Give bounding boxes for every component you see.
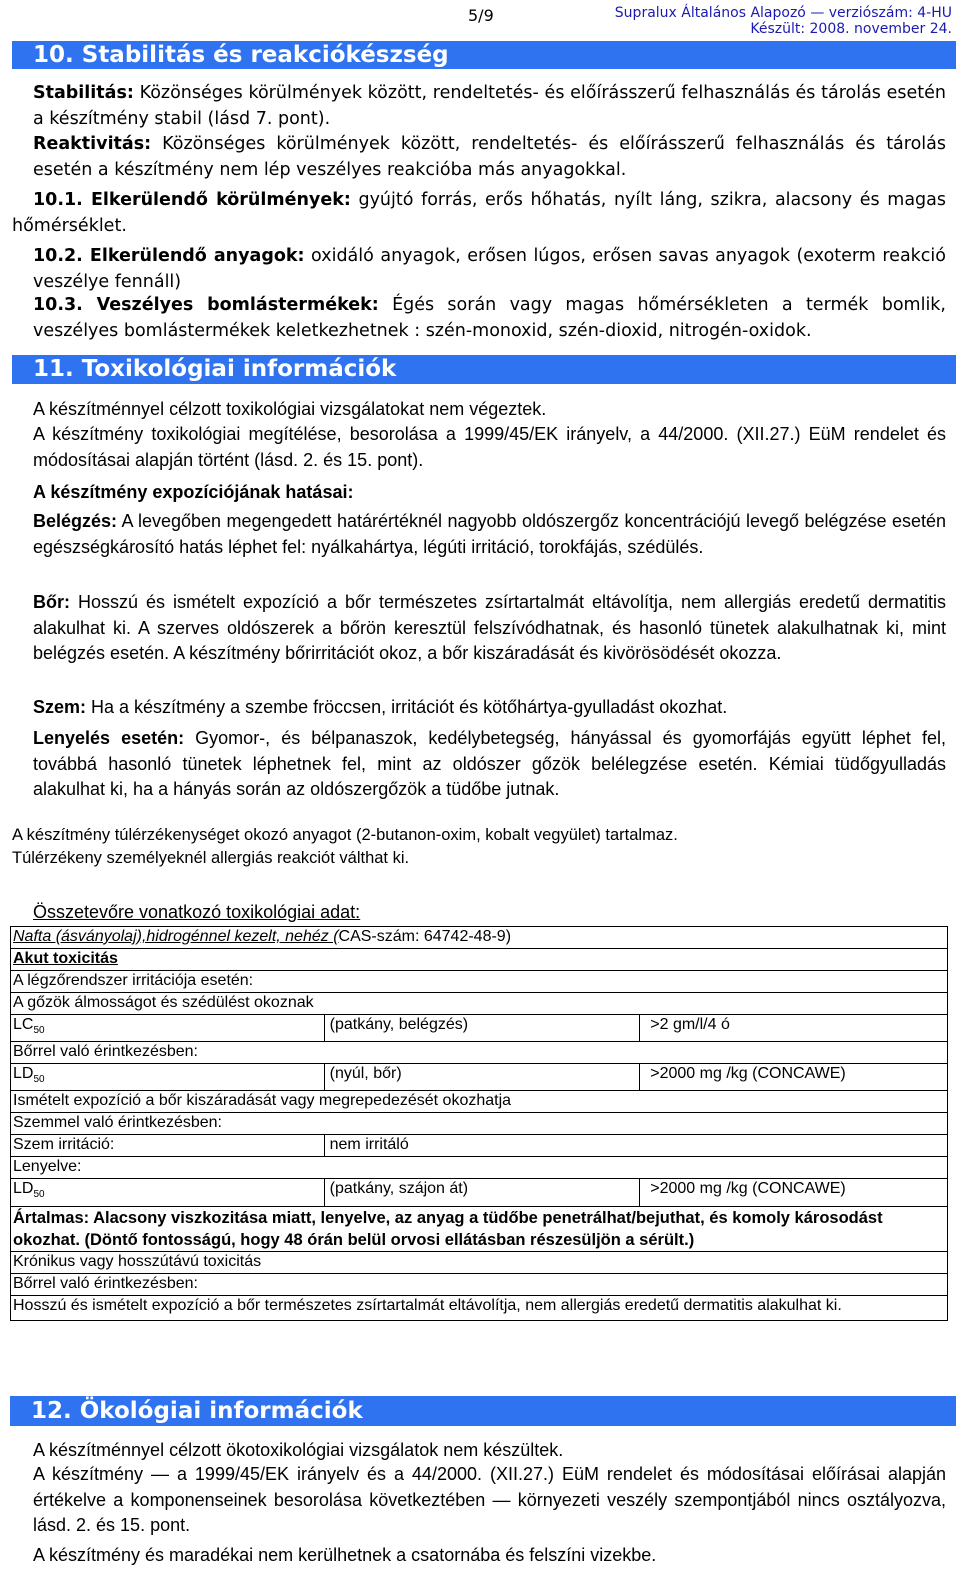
table-row — [11, 1251, 948, 1273]
section-10-title — [12, 41, 956, 69]
materials-text: oxidáló anyagok, erősen lúgos, erősen savas anyagok (exoterm reakció veszélye fennáll) — [33, 246, 946, 292]
lc50-label: LC — [13, 1016, 34, 1033]
materials-label: 10.2. Elkerülendő anyagok: — [33, 246, 305, 266]
conditions-to-avoid — [12, 188, 946, 239]
table-cell: Ártalmas: Alacsony viszkozitása miatt, lenyelve, az anyag a tüdőbe penetrálhat/bejuthat, és komoly károsodást okozhat. (Döntő fontosságú, hogy 48 órán belül orvosi ellátásban részesüljön a sérült.) — [11, 1206, 948, 1251]
ingestion-label: Lenyelés esetén: — [33, 728, 185, 748]
table-row — [11, 1113, 948, 1135]
conditions-label: 10.1. Elkerülendő körülmények: — [33, 190, 351, 210]
subscript: 50 — [33, 1074, 45, 1086]
product-version: Supralux Általános Alapozó — verziószám: 4-HU — [614, 5, 952, 21]
component-tox-table — [10, 926, 948, 1321]
skin-label: Bőr: — [33, 592, 70, 612]
stability-paragraph — [33, 81, 946, 132]
table-cell — [11, 1064, 325, 1091]
table-cell: A légzőrendszer irritációja esetén: — [11, 971, 948, 993]
table-row — [11, 949, 948, 971]
table-cell: (patkány, szájon át) — [324, 1179, 640, 1206]
table-cell — [11, 1179, 325, 1206]
section-10-title-text: 10. Stabilitás és reakciókészség — [33, 42, 449, 68]
table-cell — [11, 1015, 325, 1042]
table-cell: nem irritáló — [324, 1135, 947, 1157]
subscript: 50 — [33, 1189, 45, 1201]
document-date: Készült: 2008. november 24. — [750, 21, 952, 37]
exposure-heading-text: A készítmény expozíciójának hatásai: — [33, 482, 354, 502]
table-row — [11, 1295, 948, 1320]
component-tox-heading: Összetevőre vonatkozó toxikológiai adat: — [33, 902, 361, 922]
eye-text: Ha a készítmény a szembe fröccsen, irritációt és kötőhártya-gyulladást okozhat. — [86, 697, 728, 717]
sensitization-line-1: A készítmény túlérzékenységet okozó anyagot (2-butanon-oxim, kobalt vegyület) tartalmaz. — [12, 826, 678, 844]
table-cell: Szem irritáció: — [11, 1135, 325, 1157]
table-row — [11, 1179, 948, 1206]
sensitization-note — [12, 824, 678, 870]
skin-text: Hosszú és ismételt expozíció a bőr természetes zsírtartalmát eltávolítja, nem allergiás eredetű dermatitis alakulhat ki. A szerves oldószerek a bőrön keresztül felszívódhatnak, és hasonló tünetek alakulhatnak ki, mint belégzés esetén. A készítmény bőrirritációt okoz, a bőr kiszáradását és kivörösödését okozza. — [33, 592, 946, 663]
table-cell: (patkány, belégzés) — [324, 1015, 640, 1042]
reactivity-label: Reaktivitás: — [33, 134, 152, 154]
inhalation-text: A levegőben megengedett határértéknél nagyobb oldószergőz koncentrációjú levegő belégzése esetén egészségkárosító hatás léphet fel: nyálkahártya, légúti irritáció, torokfájás, szédülés. — [33, 511, 946, 557]
table-row — [11, 1157, 948, 1179]
acute-tox-label: Akut toxicitás — [13, 950, 118, 967]
subscript: 50 — [33, 1025, 45, 1037]
table-cell: Ismételt expozíció a bőr kiszáradását vagy megrepedezését okozhatja — [11, 1091, 948, 1113]
reactivity-text: Közönséges körülmények között, rendeltetés- és előírásszerű felhasználás és tárolás esetén a készítmény nem lép veszélyes reakcióba más anyagokkal. — [33, 134, 946, 180]
ingestion-paragraph — [33, 726, 946, 803]
table-row — [11, 971, 948, 993]
document-header — [615, 5, 952, 37]
tox-line-1: A készítménnyel célzott toxikológiai vizsgálatokat nem végeztek. — [33, 399, 547, 419]
section-12-title-text: 12. Ökológiai információk — [31, 1398, 363, 1424]
eye-paragraph — [33, 695, 946, 721]
cas-number: CAS-szám: 64742-48-9) — [338, 928, 512, 945]
substance-name: Nafta (ásványolaj),hidrogénnel kezelt, nehéz ( — [13, 928, 339, 945]
eco-line-2: A készítmény — a 1999/45/EK irányelv és a 44/2000. (XII.27.) EüM rendelet és módosításai előírásai alapján értékelve a komponenseinek besorolása következtében — környezeti veszély szempontjából nincs osztályozva, lásd. 2. és 15. pont. — [33, 1464, 946, 1535]
section-11-title — [12, 355, 956, 384]
table-cell: A gőzök álmosságot és szédülést okoznak — [11, 993, 948, 1015]
table-cell: Bőrrel való érintkezésben: — [11, 1042, 948, 1064]
stability-label: Stabilitás: — [33, 83, 134, 103]
eco-line-3: A készítmény és maradékai nem kerülhetnek a csatornába és felszíni vizekbe. — [33, 1545, 657, 1565]
reactivity-paragraph — [33, 132, 946, 183]
inhalation-paragraph — [33, 509, 946, 560]
decomposition-text: Égés során vagy magas hőmérsékleten a termék bomlik, veszélyes bomlástermékek keletkezhetnek : szén-monoxid, szén-dioxid, nitrogén-oxidok. — [33, 295, 946, 341]
table-cell: Hosszú és ismételt expozíció a bőr természetes zsírtartalmát eltávolítja, nem allergiás eredetű dermatitis alakulhat ki. — [11, 1295, 948, 1320]
table-cell: >2000 mg /kg (CONCAWE) — [640, 1064, 948, 1091]
inhalation-label: Belégzés: — [33, 511, 118, 531]
sensitization-line-2: Túlérzékeny személyeknél allergiás reakciót válthat ki. — [12, 849, 410, 867]
stability-text: Közönséges körülmények között, rendeltetés- és előírásszerű felhasználás és tárolás esetén a készítmény stabil (lásd 7. pont). — [33, 83, 946, 129]
table-row — [11, 993, 948, 1015]
table-row — [11, 927, 948, 949]
tox-line-2: A készítmény toxikológiai megítélése, besorolása a 1999/45/EK irányelv, a 44/2000. (XII.27.) EüM rendelet és módosításai alapján történt (lásd. 2. és 15. pont). — [33, 424, 946, 470]
ld50-label: LD — [13, 1180, 34, 1198]
table-cell: >2 gm/l/4 ó — [640, 1015, 948, 1042]
table-cell: (nyúl, bőr) — [324, 1064, 640, 1091]
table-row — [11, 1064, 948, 1091]
decomposition-products — [33, 293, 946, 344]
exposure-heading — [33, 480, 946, 506]
table-row — [11, 1206, 948, 1251]
decomposition-label: 10.3. Veszélyes bomlástermékek: — [33, 295, 379, 315]
eye-label: Szem: — [33, 697, 87, 717]
table-cell — [11, 949, 948, 971]
conditions-text: gyújtó forrás, erős hőhatás, nyílt láng, szikra, alacsony és magas hőmérséklet. — [12, 190, 947, 236]
section-11-title-text: 11. Toxikológiai információk — [33, 356, 397, 382]
table-cell: Bőrrel való érintkezésben: — [11, 1273, 948, 1295]
page-number: 5/9 — [468, 6, 494, 25]
table-row — [11, 1273, 948, 1295]
skin-paragraph — [33, 590, 946, 667]
table-row — [11, 1091, 948, 1113]
table-cell: Szemmel való érintkezésben: — [11, 1113, 948, 1135]
table-cell: Lenyelve: — [11, 1157, 948, 1179]
table-cell: Krónikus vagy hosszútávú toxicitás — [11, 1251, 948, 1273]
table-row — [11, 1042, 948, 1064]
section-12-title — [10, 1396, 956, 1426]
substance-cell — [11, 927, 948, 949]
materials-to-avoid — [33, 244, 946, 295]
eco-line-1: A készítménnyel célzott ökotoxikológiai vizsgálatok nem készültek. — [33, 1440, 564, 1460]
table-row — [11, 1135, 948, 1157]
ingestion-text: Gyomor-, és bélpanaszok, kedélybetegség, hányással és gyomorfájás együtt léphet fel, továbbá hasonló tünetek léphetnek fel, mint az oldószer gőzök belélegzése esetén. Kémiai tüdőgyulladás alakulhat ki, ha a hányás során az oldószergőzök a tüdőbe jutnak. — [33, 728, 946, 799]
table-cell: >2000 mg /kg (CONCAWE) — [640, 1179, 948, 1206]
table-row — [11, 1015, 948, 1042]
ld50-label: LD — [13, 1065, 34, 1083]
